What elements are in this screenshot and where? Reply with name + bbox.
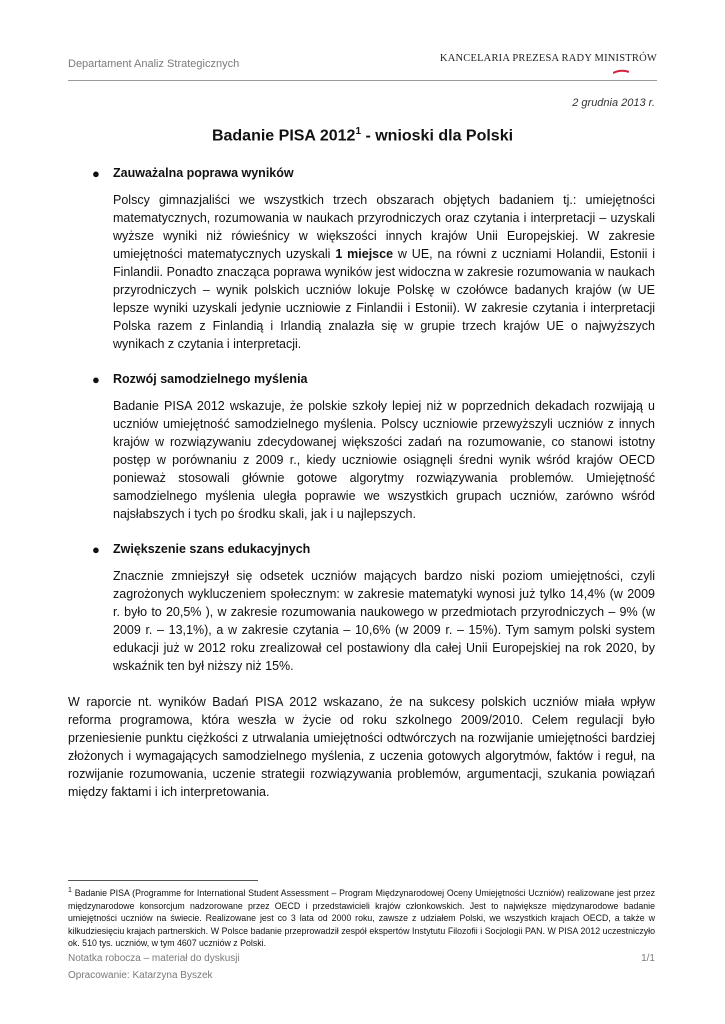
section-paragraph: [68, 191, 655, 353]
section-heading-text: Zauważalna poprawa wyników: [113, 166, 294, 180]
footnote: [68, 885, 655, 950]
document-date: 2 grudnia 2013 r.: [572, 97, 655, 109]
office-name: KANCELARIA PREZESA RADY MINISTRÓW: [439, 53, 657, 64]
section-heading-text: Zwiększenie szans edukacyjnych: [113, 542, 311, 556]
main-content: [68, 165, 655, 801]
section-heading: [68, 541, 655, 558]
section-heading: [68, 165, 655, 182]
bullet-icon: ●: [92, 166, 100, 181]
section-improvement: [68, 165, 655, 353]
title-text: Badanie PISA 2012: [211, 127, 356, 145]
section-opportunities: [68, 541, 655, 675]
footer-author: Opracowanie: Katarzyna Byszek: [68, 970, 213, 981]
bullet-icon: ●: [92, 372, 100, 387]
closing-paragraph: W raporcie nt. wyników Badań PISA 2012 wskazano, że na sukcesy polskich uczniów miała wpływ reforma programowa, która weszła w życie od roku szkolnego 2009/2010. Celem regulacji było przeniesienie punktu ciężkości z utrwalania umiejętności odtwórczych na rozwijanie umiejętności bardziej złożonych i wymagających samodzielnego myślenia, z uczenia gotowych algorytmów, faktów i reguł, na rozwijanie rozumowania, uczenie strategii rozwiązywania problemów, argumentacji, szukania powiązań między faktami i ich interpretowania.: [68, 695, 655, 799]
footnote-divider: [68, 880, 258, 881]
title-footnote-ref[interactable]: 1: [355, 126, 361, 137]
office-logo: [440, 53, 657, 64]
footnote-marker: 1: [68, 887, 72, 894]
footnote-text: Badanie PISA (Programme for International Student Assessment – Program Międzynarodowej Oceny Umiejętności Uczniów) realizowane jest przez międzynarodowe konsorcjum nadzorowane przez OECD i przedstawicieli krajów członkowskich. Jest to największe międzynarodowe badanie umiejętności uczniów na świecie. Realizowane jest co 3 lata od 2000 roku, zawsze z udziałem Polski, we wszystkich krajach OECD, a także w kilkudziesięciu krajach partnerskich. W Polsce badanie przeprowadził zespół ekspertów Instytutu Filozofii i Socjologii PAN. W PISA 2012 uczestniczyło ok. 510 tys. uczniów, w tym 4607 uczniów z Polski.: [68, 887, 655, 949]
department-name: Departament Analiz Strategicznych: [68, 58, 240, 70]
flag-icon: [613, 69, 629, 75]
bullet-icon: ●: [92, 542, 100, 557]
page-number: 1/1: [641, 953, 655, 964]
footer-note: Notatka robocza – materiał do dyskusji: [68, 953, 240, 964]
page-title: [0, 126, 725, 145]
paragraph-text: Polscy gimnazjaliści we wszystkich trzech obszarach objętych badaniem tj.: umiejętności matematycznych, rozumowania w naukach przyrodniczych oraz czytania i interpretacji – uzyskali wyższe wyniki niż rówieśnicy w większości innych krajów Unii Europejskiej. W zakresie umiejętności matematycznych uzyskali: [113, 193, 655, 261]
title-rest: - wnioski dla Polski: [361, 127, 514, 145]
highlight-text: 1 miejsce: [335, 247, 394, 261]
header-divider: [68, 80, 657, 81]
section-heading-text: Rozwój samodzielnego myślenia: [113, 372, 308, 386]
section-paragraph: Znacznie zmniejszył się odsetek uczniów mających bardzo niski poziom umiejętności, czyli zagrożonych wykluczeniem społecznym: w zakresie matematyki wynosi już tylko 14,4% (w 2009 r. było to 20,5% ), w zakresie rozumowania naukowego w przedmiotach przyrodniczych – 9% (w 2009 r. – 13,1%), a w zakresie czytania – 10,6% (w 2009 r. – 15%). Tym samym polski system edukacji już w 2012 roku zrealizował cel postawiony dla całej Unii Europejskiej na rok 2020, by wskaźnik ten był niższy niż 15%.: [113, 569, 655, 673]
section-paragraph: Badanie PISA 2012 wskazuje, że polskie szkoły lepiej niż w poprzednich dekadach rozwijają u uczniów umiejętność samodzielnego myślenia. Polscy uczniowie przewyższyli uczniów z innych krajów w rozwiązywaniu zdecydowanej większości zadań na rozumowanie, co stanowi istotny postęp w porównaniu z 2009 r., kiedy uczniowie osiągnęli średni wynik wśród krajów OECD ponieważ stosowali głównie gotowe algorytmy rozwiązywania problemów. Umiejętność samodzielnego myślenia uległa poprawie we wszystkich grupach uczniów, zarówno wśród najsłabszych i tych po środku skali, jak i u najlepszych.: [113, 399, 655, 521]
paragraph-text: w UE, na równi z uczniami Holandii, Estonii i Finlandii. Ponadto znacząca poprawa wyników jest widoczna w zakresie rozumowania w naukach przyrodniczych – wynik polskich uczniów lokuje Polskę w czołówce badanych krajów (w UE lepsze wyniki uzyskali jedynie uczniowie z Finlandii i Estonii). W zakresie czytania i interpretacji Polska razem z Finlandią i Irlandią znalazła się w grupie trzech krajów UE o najwyższych wynikach z czytania i interpretacji.: [113, 247, 656, 351]
section-heading: [68, 371, 655, 388]
section-independent-thinking: [68, 371, 655, 523]
